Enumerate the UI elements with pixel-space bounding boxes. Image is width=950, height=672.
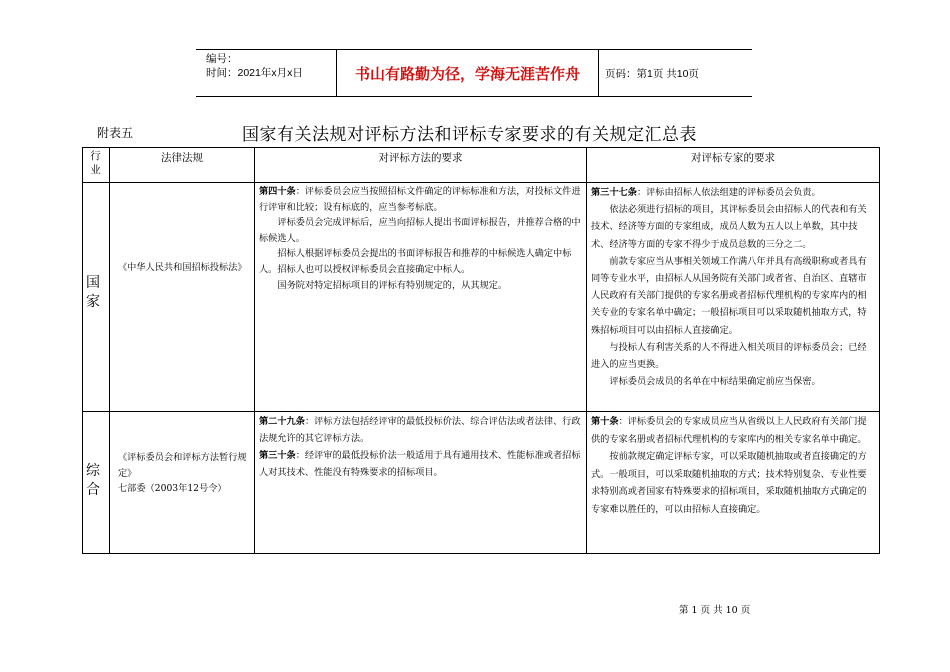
header-expert: 对评标专家的要求 — [691, 152, 775, 164]
row2-industry — [86, 462, 106, 500]
row2-law — [118, 450, 250, 497]
page-title: 国家有关法规对评标方法和评标专家要求的有关规定汇总表 — [242, 125, 697, 145]
row1-expert-p1-text: ：评标由招标人依法组建的评标委员会负责。 — [636, 187, 821, 198]
table-header-divider — [82, 182, 880, 183]
row2-method-p2-text: ：经评审的最低投标价法一般适用于具有通用技术、性能标准或者招标人对其技术、性能没有特殊要求的招标项目。 — [259, 450, 581, 478]
table-row-divider — [82, 411, 880, 412]
row2-method-p2 — [259, 447, 581, 481]
table-border-top — [82, 147, 880, 148]
row1-law: 《中华人民共和国招标投标法》 — [118, 262, 247, 273]
row2-law-title: 《评标委员会和评标方法暂行规定》 — [118, 452, 247, 479]
row2-law-issuer: 七部委（2003年12号令） — [118, 483, 227, 495]
row1-method-p4: 国务院对特定招标项目的评标有特别规定的，从其规定。 — [277, 279, 508, 291]
row1-expert-p3: 前款专家应当从事相关领域工作满八年并具有高级职称或者具有同等专业水平，由招标人从国务院有关部门或者省、自治区、直辖市人民政府有关部门提供的专家名册或者招标代理机构的专家库内的相关专业的专家名单中确定；一般招标项目可以采取随机抽取方式，特殊招标项目可以由招标人直接确定。 — [591, 255, 867, 336]
row1-expert-p5: 评标委员会成员的名单在中标结果确定前应当保密。 — [609, 376, 821, 388]
row1-expert — [591, 184, 875, 390]
row2-industry-char1: 综 — [86, 463, 100, 479]
header-meta — [196, 50, 336, 96]
row1-industry-char2: 家 — [86, 294, 100, 310]
row2-expert-p2: 按前款规定确定评标专家，可以采取随机抽取或者直接确定的方式。一般项目，可以采取随机抽取的方式；技术特别复杂、专业性要求特别高或者国家有特殊要求的招标项目，采取随机抽取方式确定的专家难以胜任的，可以由招标人直接确定。 — [591, 451, 867, 515]
row1-method-p2: 评标委员会完成评标后，应当向招标人提出书面评标报告，并推荐合格的中标候选人。 — [259, 217, 581, 244]
header-industry-line2: 业 — [90, 164, 101, 176]
row2-expert — [591, 413, 875, 518]
row1-method-p1 — [259, 184, 581, 215]
row2-expert-p1-text: ：评标委员会的专家成员应当从省级以上人民政府有关部门提供的专家名册或者招标代理机构的专家库内的相关专家名单中确定。 — [591, 416, 867, 445]
row1-expert-p2: 依法必须进行招标的项目，其评标委员会由招标人的代表和有关技术、经济等方面的专家组成，成员人数为五人以上单数，其中技术、经济等方面的专家不得少于成员总数的三分之二。 — [591, 204, 867, 250]
header-law: 法律法规 — [161, 152, 203, 164]
row1-expert-p1 — [591, 184, 875, 201]
page-footer: 第 1 页 共 10 页 — [679, 605, 751, 616]
row1-method — [259, 184, 581, 293]
table-col-divider-1 — [109, 147, 110, 554]
row1-industry — [86, 274, 106, 312]
row1-expert-p4: 与投标人有利害关系的人不得进入相关项目的评标委员会；已经进入的应当更换。 — [591, 341, 867, 371]
row1-expert-article: 第三十七条 — [591, 187, 637, 198]
appendix-label: 附表五 — [97, 126, 134, 140]
row2-method-p1-text: ：评标方法包括经评审的最低投标价法、综合评估法或者法律、行政法规允许的其它评标方法。 — [259, 416, 581, 444]
row2-method — [259, 413, 581, 481]
table-border-left — [82, 147, 83, 554]
row2-method-article-1: 第二十九条 — [259, 416, 305, 427]
document-number-label: 编号： — [206, 53, 238, 65]
regulation-table — [82, 147, 880, 554]
row1-method-article: 第四十条 — [259, 186, 296, 197]
header-method: 对评标方法的要求 — [378, 152, 463, 164]
table-border-bottom — [82, 553, 880, 554]
header-industry-line1: 行 — [90, 150, 101, 162]
header-page-label: 页码：第1页 共10页 — [605, 67, 699, 80]
row1-method-p3: 招标人根据评标委员会提出的书面评标报告和推荐的中标候选人确定中标人。招标人也可以授权评标委员会直接确定中标人。 — [259, 248, 572, 275]
document-header — [196, 49, 752, 97]
header-slogan: 书山有路勤为径，学海无涯苦作舟 — [336, 50, 599, 96]
row2-expert-p1 — [591, 413, 875, 448]
row2-method-article-2: 第三十条 — [259, 450, 296, 461]
table-col-divider-2 — [254, 147, 255, 554]
table-border-right — [879, 147, 880, 554]
row2-method-p1 — [259, 413, 581, 447]
row2-expert-article: 第十条 — [591, 416, 619, 427]
row1-method-p1-text: ：评标委员会应当按照招标文件确定的评标标准和方法，对投标文件进行评审和比较；设有标底的，应当参考标底。 — [259, 186, 581, 213]
row1-industry-char1: 国 — [86, 275, 100, 291]
row2-industry-char2: 合 — [86, 482, 100, 498]
document-time-label: 时间：2021年x月x日 — [206, 67, 303, 79]
header-industry — [82, 149, 109, 177]
table-col-divider-3 — [586, 147, 587, 554]
